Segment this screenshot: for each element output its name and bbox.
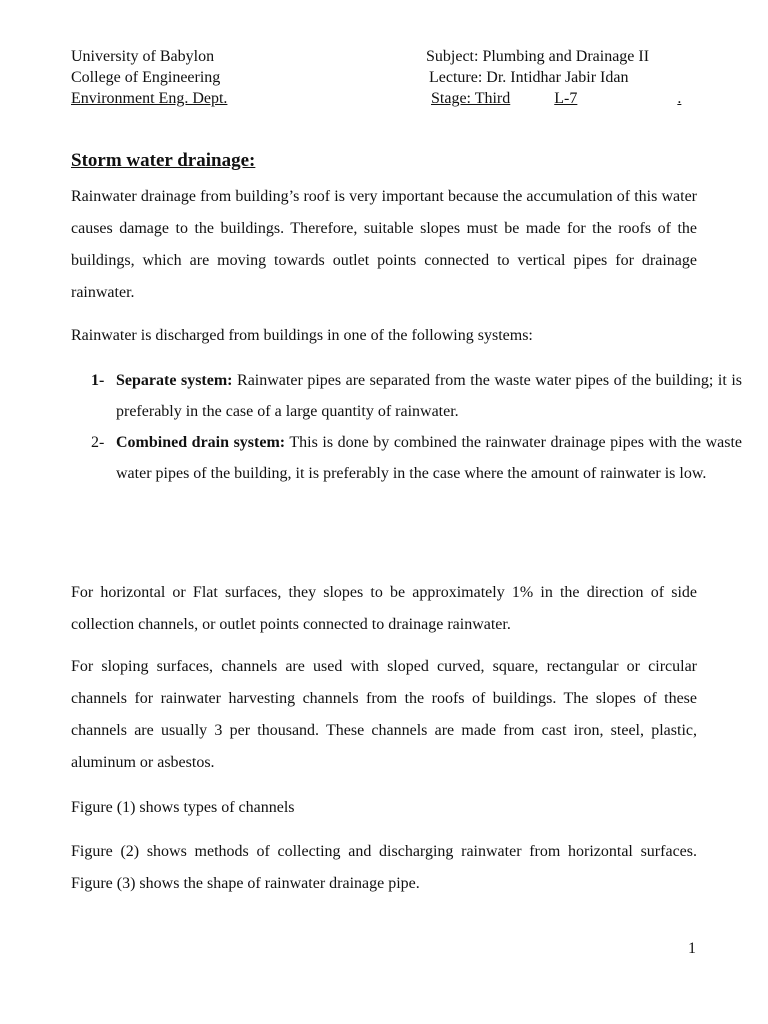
department-name: Environment Eng. Dept. [71,90,228,107]
paragraph-figure-2-3: Figure (2) shows methods of collecting and discharging rainwater from horizontal surfaces. Figure (3) shows the shape of rainwater drainage pipe. [71,843,697,892]
header-institution [71,46,403,109]
list-number: 1- [91,372,105,389]
stage-line: Stage: Third L-7 . [431,90,682,107]
list-item [71,427,742,489]
paragraph-figure-1: Figure (1) shows types of channels [71,799,295,816]
page-number: 1 [688,940,696,957]
paragraph-sloping-surfaces: For sloping surfaces, channels are used with sloped curved, square, rectangular or circular channels for rainwater harvesting channels from the roofs of buildings. The slopes of these channels are usually 3 per thousand. These channels are made from cast iron, steel, plastic, aluminum or asbestos. [71,658,697,771]
header-course [426,46,681,109]
list-term: Combined drain system: [116,434,286,451]
list-number: 2- [91,434,105,451]
stage-text: Stage: Third [431,90,511,107]
list-term: Separate system: [116,372,233,389]
college-name: College of Engineering [71,69,221,86]
paragraph-flat-surfaces: For horizontal or Flat surfaces, they slopes to be approximately 1% in the direction of side collection channels, or outlet points connected to drainage rainwater. [71,584,697,633]
list-item [71,365,742,427]
lecturer-line: Lecture: Dr. Intidhar Jabir Idan [429,69,629,86]
paragraph-intro: Rainwater drainage from building’s roof is very important because the accumulation of this water causes damage to the buildings. Therefore, suitable slopes must be made for the roofs of the buildings, which are moving towards outlet points connected to vertical pipes for drainage rainwater. [71,188,697,301]
paragraph-systems-intro: Rainwater is discharged from buildings in one of the following systems: [71,327,533,344]
university-name: University of Babylon [71,48,215,65]
subject-line: Subject: Plumbing and Drainage II [426,48,650,65]
list-text: Rainwater pipes are separated from the waste water pipes of the building; it is preferably in the case of a large quantity of rainwater. [116,372,742,420]
lecture-number: L-7 [554,90,578,107]
section-title: Storm water drainage: [71,150,256,171]
list-text: This is done by combined the rainwater drainage pipes with the waste water pipes of the building, it is preferably in the case where the amount of rainwater is low. [116,434,743,482]
